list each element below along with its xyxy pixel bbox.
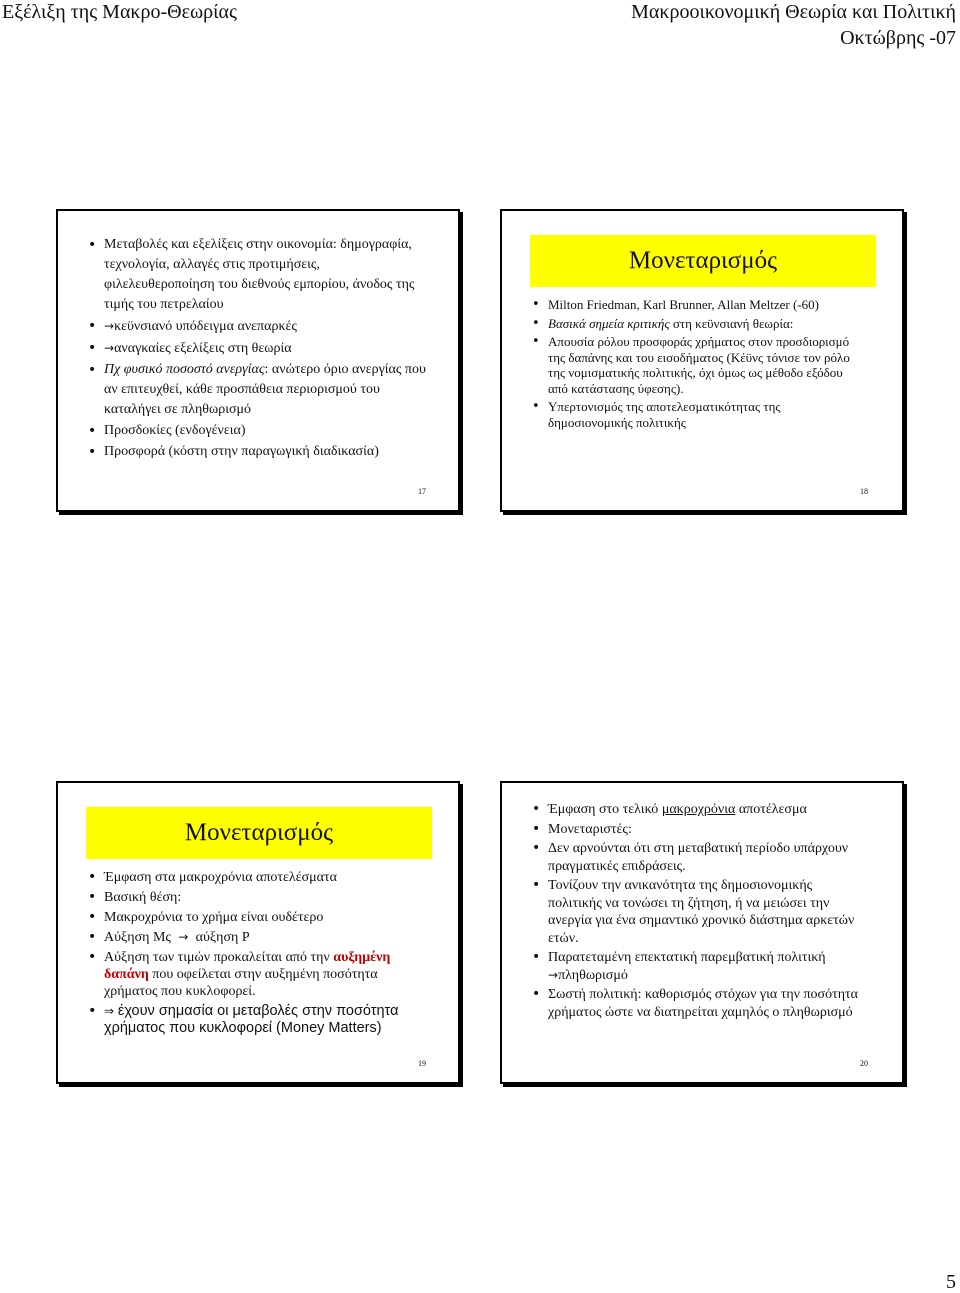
bullet-text: Μακροχρόνια το χρήμα είναι ουδέτερο xyxy=(104,910,324,925)
bullet-text: Παρατεταμένη επεκτατική παρεμβατική πολιτική xyxy=(548,950,826,965)
bullet-text: Απουσία ρόλου προσφοράς χρήματος στον προσδιορισμό της δαπάνης και του εισοδήματος (Κέϋνς τόνισε τον ρόλο της νομισματικής πολιτικής, όχι όμως ως μέθοδο εξόδου από κατάστασης ύφεσης). xyxy=(548,334,850,396)
bullet-text: Τονίζουν την ανικανότητα της δημοσιονομικής πολιτικής να τονώσει τη ζήτηση, ή να μειώσει την ανεργία για ένα σημαντικό χρονικό διάστημα αρκετών ετών. xyxy=(548,878,855,946)
bullet-text: Έμφαση στα μακροχρόνια αποτελέσματα xyxy=(104,870,337,885)
slide-19-bullets xyxy=(88,869,423,1040)
bullet-text: στη κεϋνσιανή θεωρία: xyxy=(669,315,794,331)
right-arrow-icon: → xyxy=(104,319,115,333)
slide-17 xyxy=(56,209,460,512)
right-arrow-icon: → xyxy=(174,930,193,944)
list-item xyxy=(88,442,428,462)
bullet-text: Milton Friedman, Karl Brunner, Allan Meltzer (-60) xyxy=(548,297,819,312)
bullet-text: αποτέλεσμα xyxy=(738,802,807,817)
list-item xyxy=(532,986,867,1021)
list-item xyxy=(532,949,867,984)
slide-number: 17 xyxy=(418,487,426,496)
bullet-text-highlight: αυξημένη δαπάνη xyxy=(104,950,391,982)
bullet-text: Μεταβολές και εξελίξεις στην οικονομία: δημογραφία, τεχνολογία, αλλαγές στις προτιμήσεις, φιλελευθεροποίηση του διεθνούς εμπορίου, άνοδος της τιμής του πετρελαίου xyxy=(104,237,415,312)
list-item xyxy=(532,334,862,396)
bullet-text: Αύξηση των τιμών προκαλείται από την xyxy=(104,950,330,965)
slide-number: 20 xyxy=(860,1059,868,1068)
implies-arrow-icon: ⇒ xyxy=(104,1004,118,1018)
bullet-text: αναγκαίες εξελίξεις στη θεωρία xyxy=(114,341,292,356)
list-item xyxy=(532,801,867,819)
header-date: Οκτώβρης -07 xyxy=(840,27,956,49)
list-item xyxy=(88,909,423,926)
list-item xyxy=(88,949,423,1000)
slide-17-bullets xyxy=(88,235,428,463)
header-left: Εξέλιξη της Μακρο-Θεωρίας xyxy=(2,1,237,23)
list-item xyxy=(532,840,867,875)
bullet-text-underlined: μακροχρόνια xyxy=(661,802,736,817)
bullet-text: Δεν αρνούνται ότι στη μεταβατική περίοδο υπάρχουν πραγματικές επιδράσεις. xyxy=(548,841,849,874)
list-item xyxy=(88,889,423,906)
bullet-text: : ανώτερο όριο ανεργίας που αν επιτευχθεί, κάθε προσπάθεια περιορισμού του καταλήγει σε πληθωρισμό xyxy=(104,362,426,417)
bullet-text: Αύξηση Μς xyxy=(104,930,171,945)
slide-19 xyxy=(56,781,460,1084)
right-arrow-icon: → xyxy=(104,341,115,355)
header-right: Μακροοικονομική Θεωρία και Πολιτική xyxy=(631,1,956,23)
bullet-text: που οφείλεται στην αυξημένη ποσότητα χρήματος που κυκλοφορεί. xyxy=(104,967,378,999)
bullet-text: Βασική θέση: xyxy=(104,890,182,905)
list-item xyxy=(88,929,423,946)
bullet-text-italic: Πχ φυσικό ποσοστό ανεργίας xyxy=(104,362,265,377)
list-item xyxy=(88,1003,423,1037)
slide-18 xyxy=(500,209,904,512)
list-item xyxy=(532,877,867,947)
bullet-text: κεϋνσιανό υπόδειγμα ανεπαρκές xyxy=(114,319,297,334)
slide-number: 18 xyxy=(860,487,868,496)
slide-number: 19 xyxy=(418,1059,426,1068)
right-arrow-icon: → xyxy=(548,967,559,982)
list-item xyxy=(88,316,428,337)
bullet-text: Υπερτονισμός της αποτελεσματικότητας της δημοσιονομικής πολιτικής xyxy=(548,399,781,430)
list-item xyxy=(88,235,428,315)
slide-20 xyxy=(500,781,904,1084)
list-item xyxy=(532,821,867,839)
bullet-text-italic: Βασικά σημεία κριτικής xyxy=(548,315,670,331)
list-item xyxy=(88,338,428,359)
page-number: 5 xyxy=(946,1271,956,1293)
bullet-text: αύξηση P xyxy=(195,930,250,945)
bullet-text: πληθωρισμό xyxy=(558,967,628,983)
bullet-text: έχουν σημασία οι μεταβολές στην ποσότητα χρήματος που κυκλοφορεί (Money Matters) xyxy=(104,1003,399,1036)
slide-title: Μονεταρισμός xyxy=(530,235,876,287)
bullet-text: Σωστή πολιτική: καθορισμός στόχων για την ποσότητα χρήματος ώστε να διατηρείται χαμηλός ο πληθωρισμό xyxy=(548,987,859,1020)
slide-18-bullets xyxy=(532,297,862,433)
bullet-text: Έμφαση στο τελικό xyxy=(548,802,659,817)
list-item xyxy=(88,421,428,441)
slide-20-bullets xyxy=(532,801,867,1023)
bullet-text: Μονεταριστές: xyxy=(548,821,632,837)
list-item xyxy=(532,399,862,430)
list-item xyxy=(532,297,862,313)
list-item xyxy=(88,869,423,886)
bullet-text: Προσφορά (κόστη στην παραγωγική διαδικασία) xyxy=(104,444,379,459)
bullet-text: Προσδοκίες (ενδογένεια) xyxy=(104,423,246,438)
list-item xyxy=(532,316,862,332)
list-item xyxy=(88,360,428,420)
slide-title: Μονεταρισμός xyxy=(86,807,432,859)
